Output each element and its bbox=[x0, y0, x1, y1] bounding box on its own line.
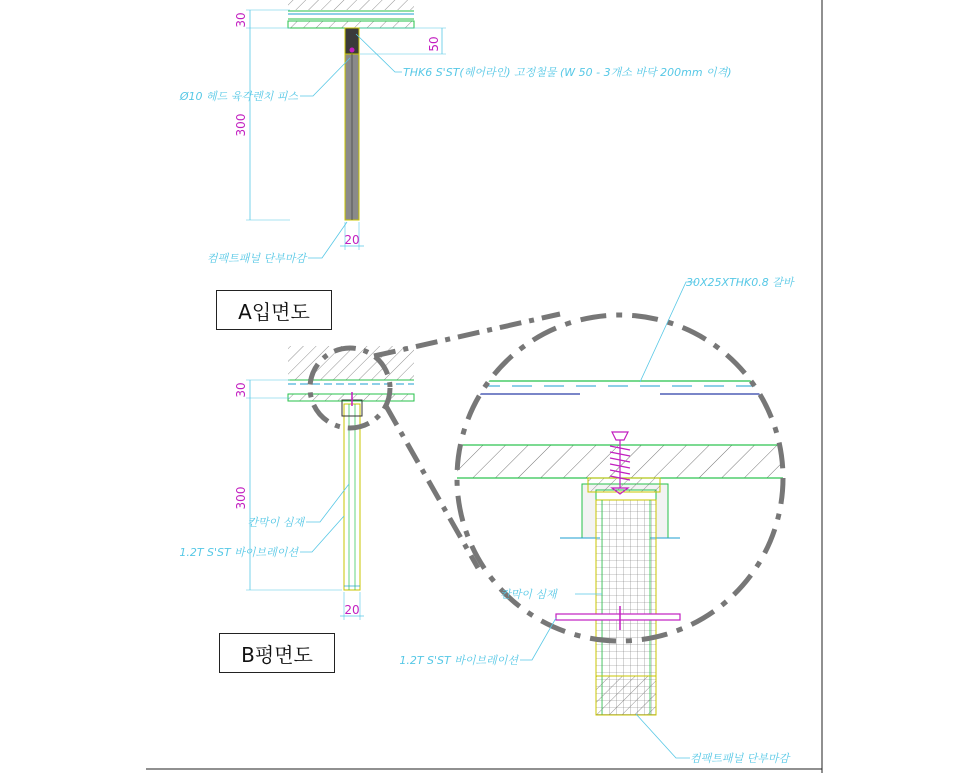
elevation-view bbox=[179, 0, 732, 265]
note-panel-edge-detail: 컴팩트패널 단부마감 bbox=[690, 752, 790, 765]
note-core-detail: 칸막이 심재 bbox=[500, 588, 557, 601]
plan-dim-top: 30 bbox=[234, 382, 248, 398]
note-screw: Ø10 헤드 육각렌치 피스 bbox=[179, 90, 298, 103]
ceiling-bar-hatch bbox=[288, 21, 414, 28]
elev-dim-top: 30 bbox=[234, 12, 248, 28]
vibration-plate bbox=[556, 614, 680, 620]
note-bar: 30X25XTHK0.8 갈바 bbox=[686, 276, 794, 289]
elev-dim-width: 20 bbox=[344, 233, 360, 247]
slab-hatch bbox=[288, 0, 414, 10]
elevation-title: A입면도 bbox=[216, 290, 332, 330]
screw-icon bbox=[350, 48, 355, 53]
note-vibration-plan: 1.2T S'ST 바이브레이션 bbox=[179, 546, 298, 559]
plan-dim-width: 20 bbox=[344, 603, 360, 617]
plan-title: B평면도 bbox=[219, 633, 335, 673]
elev-dim-fixing: 50 bbox=[427, 36, 441, 52]
note-panel-edge-elev: 컴팩트패널 단부마감 bbox=[206, 252, 306, 265]
note-core-plan: 칸막이 심재 bbox=[247, 516, 304, 529]
panel-plan bbox=[344, 404, 360, 590]
elev-dim-height: 300 bbox=[234, 113, 248, 137]
note-fixing: THK6 S'ST(헤어라인) 고정철물 (W 50 - 3개소 바닥 200mm 이격) bbox=[403, 66, 732, 79]
plan-dim-height: 300 bbox=[234, 486, 248, 510]
plan-view bbox=[179, 346, 414, 620]
note-vibration-detail: 1.2T S'ST 바이브레이션 bbox=[399, 654, 518, 667]
enlarged-detail bbox=[399, 276, 800, 765]
